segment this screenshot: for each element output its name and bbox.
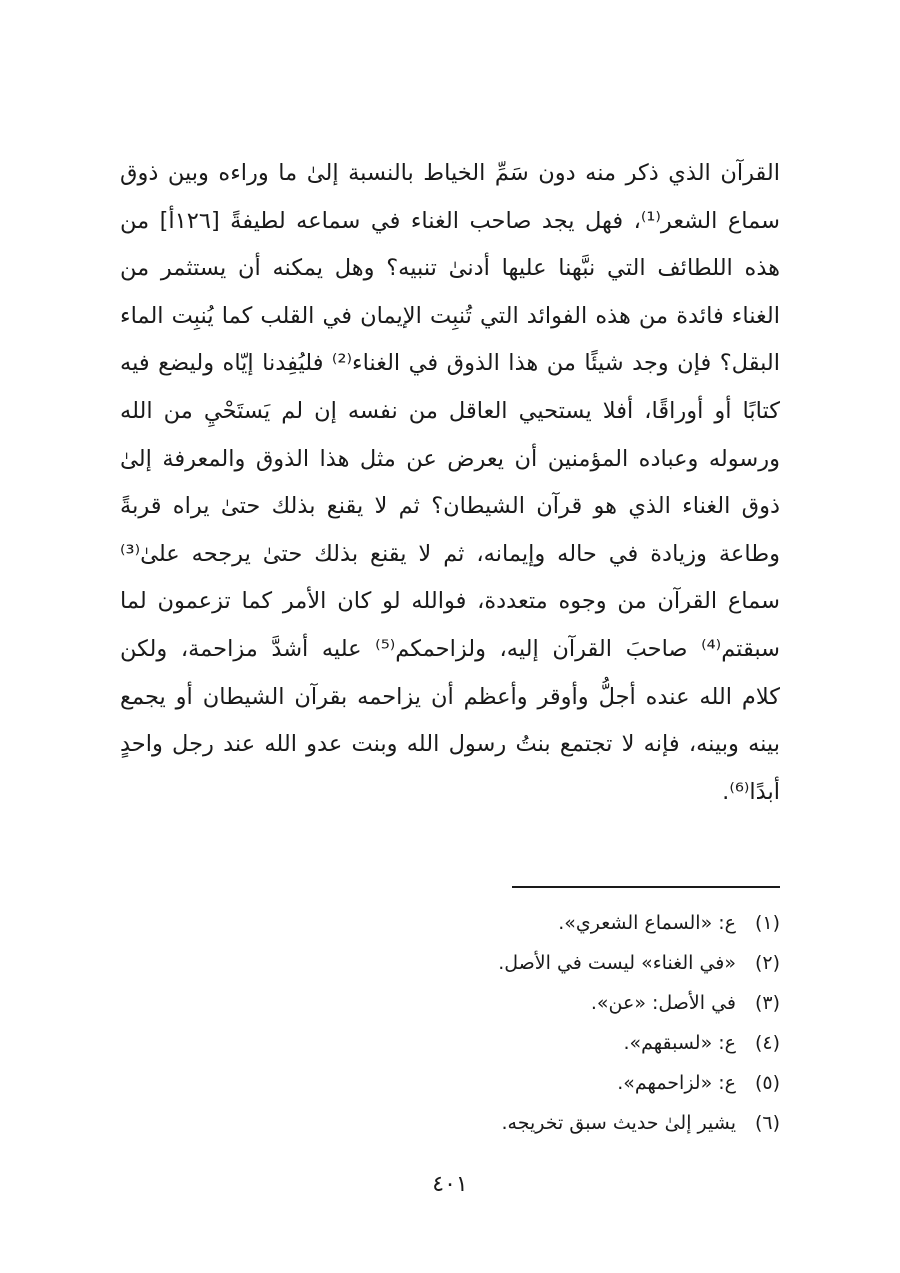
footnote-text: في الأصل: «عن».: [590, 992, 736, 1014]
footnotes-list: [120, 903, 780, 1143]
text-line: كتابًا أو أوراقًا، أفلا يستحيي العاقل من نفسه إن لم يَستَحْيِ من الله: [120, 397, 780, 424]
footnote-text: يشير إلىٰ حديث سبق تخريجه.: [501, 1112, 736, 1134]
footnote-item: [120, 903, 780, 943]
footnote-text: «في الغناء» ليست في الأصل.: [498, 952, 736, 974]
main-text: [120, 150, 780, 816]
text-line: الغناء فائدة من هذه الفوائد التي تُنبِت الإيمان في القلب كما يُنبِت الماء: [120, 302, 780, 329]
text-line: كلام الله عنده أجلُّ وأوقر وأعظم أن يزاحمه بقرآن الشيطان أو يجمع: [120, 683, 780, 710]
text-line: سماع الشعر⁽¹⁾، فهل يجد صاحب الغناء في سماعه لطيفةً [١٢٦أ] من: [120, 207, 780, 234]
footnote-number: (٣): [754, 992, 780, 1014]
footnote-item: [120, 983, 780, 1023]
footnote-item: [120, 1063, 780, 1103]
text-line: سماع القرآن من وجوه متعددة، فوالله لو كان الأمر كما تزعمون لما: [120, 588, 780, 615]
footnote-number: (١): [754, 912, 780, 934]
text-line: هذه اللطائف التي نبَّهنا عليها أدنىٰ تنبيه؟ وهل يمكنه أن يستثمر من: [120, 255, 780, 282]
text-line: القرآن الذي ذكر منه دون سَمِّ الخياط بالنسبة إلىٰ ما وراءه وبين ذوق: [120, 160, 780, 186]
footnote-text: ع: «لزاحمهم».: [617, 1072, 736, 1094]
footnote-number: (٦): [754, 1112, 780, 1134]
footnote-item: [120, 943, 780, 983]
footnote-item: [120, 1023, 780, 1063]
text-line: ورسوله وعباده المؤمنين أن يعرض عن مثل هذا الذوق والمعرفة إلىٰ: [120, 445, 780, 472]
footnote-text: ع: «السماع الشعري».: [558, 912, 736, 934]
text-line: بينه وبينه، فإنه لا تجتمع بنتُ رسول الله وبنت عدو الله عند رجل واحدٍ: [120, 731, 780, 758]
footnote-number: (٢): [754, 952, 780, 974]
footnote-number: (٤): [754, 1032, 780, 1054]
text-line: سبقتم⁽⁴⁾ صاحبَ القرآن إليه، ولزاحمكم⁽⁵⁾ عليه أشدَّ مزاحمة، ولكن: [120, 635, 780, 662]
text-line: وطاعة وزيادة في حاله وإيمانه، ثم لا يقنع بذلك حتىٰ يرجحه علىٰ⁽³⁾: [120, 540, 780, 567]
footnote-number: (٥): [754, 1072, 780, 1094]
text-line: أبدًا⁽⁶⁾.: [722, 778, 780, 805]
text-line: البقل؟ فإن وجد شيئًا من هذا الذوق في الغناء⁽²⁾ فليُفِدنا إيّاه وليضع فيه: [120, 350, 780, 377]
footnote-text: ع: «لسبقهم».: [623, 1032, 736, 1054]
footnote-item: [120, 1103, 780, 1143]
footnote-divider: [512, 886, 780, 888]
page-number: ٤٠١: [432, 1172, 468, 1197]
text-line: ذوق الغناء الذي هو قرآن الشيطان؟ ثم لا يقنع بذلك حتىٰ يراه قربةً: [120, 493, 780, 520]
